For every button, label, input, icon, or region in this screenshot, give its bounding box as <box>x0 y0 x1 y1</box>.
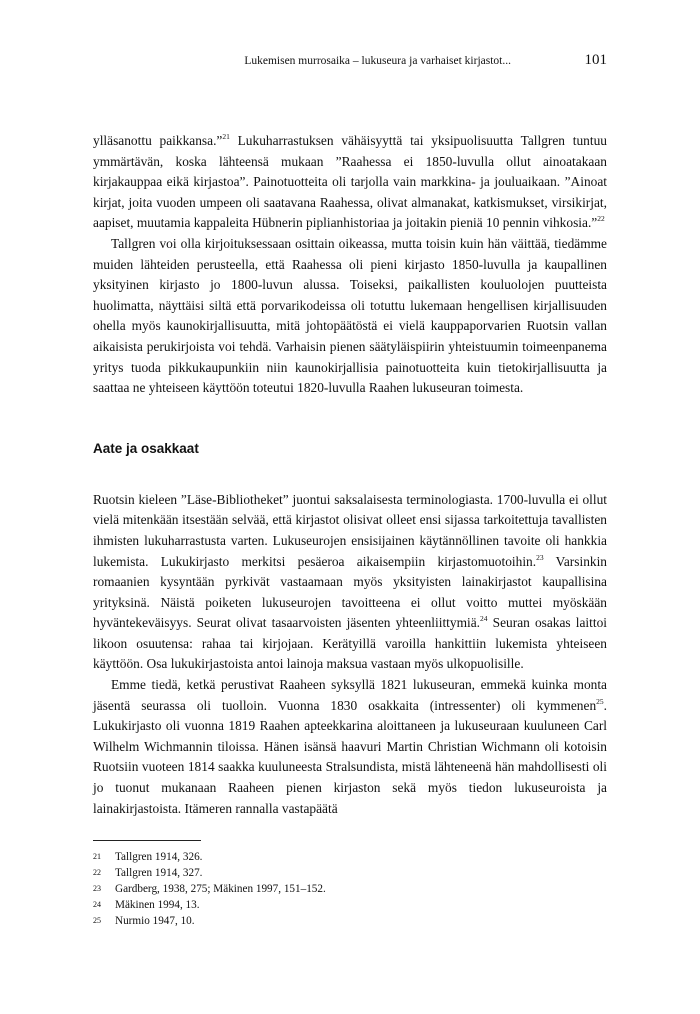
footnote-text: Mäkinen 1994, 13. <box>115 899 200 911</box>
text-run: ylläsanottu paikkansa.” <box>93 133 223 148</box>
footnote-number: 24 <box>93 900 101 909</box>
page-number: 101 <box>584 52 607 68</box>
footnote <box>93 865 607 881</box>
footnote-ref: 24 <box>480 614 488 624</box>
footnote-text: Gardberg, 1938, 275; Mäkinen 1997, 151–152. <box>115 883 326 895</box>
footnotes <box>93 849 607 929</box>
text-run: Lukuharrastuksen vähäisyyttä tai yksipuolisuutta Tallgren tuntuu ymmärtävän, koska lähteensä mukaan ”Raahessa ei 1850-luvulla ollut ainoatakaan kirjakauppaa eikä kirjastoa”. Painotuotteita oli tarjolla vain markkina- ja jouluaikaan. ”Ainoat kirjat, joita vuoden umpeen oli saatavana Raahessa, olivat almanakat, katkismukset, virsikirjat, aapiset, muutamia kappaleita Hübnerin piplianhistoriaa ja joitakin pieniä 10 pennin vihkosia.” <box>93 133 607 231</box>
body-text <box>93 131 607 819</box>
footnote-ref: 22 <box>597 214 605 224</box>
running-header <box>93 53 607 73</box>
running-title: Lukemisen murrosaika – lukuseura ja varhaiset kirjastot... <box>244 55 511 67</box>
footnote-number: 25 <box>93 916 101 925</box>
footnote-number: 22 <box>93 868 101 877</box>
text-run: Varsinkin romaanien kysyntään pyrkivät vastaamaan myös yksityisten lainakirjastot kaupallisina yrityksinä. Näistä poiketen lukuseurojen tavoitteena ei ollut voitto muttei myöskään hyväntekeväisyys. Seurat olivat tasaarvoisten jäsenten yhteenliittymiä. <box>93 553 608 631</box>
footnote-number: 23 <box>93 884 101 893</box>
footnote-number: 21 <box>93 852 101 861</box>
text-run: Emme tiedä, ketkä perustivat Raaheen syksyllä 1821 lukuseuran, emmekä kuinka monta jäsentä seurassa oli tuolloin. Vuonna 1830 osakkaita (intressenter) oli kymmenen <box>93 677 607 713</box>
footnote-ref: 21 <box>222 132 230 141</box>
footnote-text: Nurmio 1947, 10. <box>115 915 195 927</box>
paragraph <box>93 234 607 399</box>
text-run: Tallgren voi olla kirjoituksessaan osittain oikeassa, mutta toisin kuin hän väittää, tiedämme muiden lähteiden perusteella, että Raahessa oli pieni kirjasto 1850-luvulla ja kaupallinen yksityinen kirjasto jo 1800-luvun alussa. Toiseksi, paikallisten kouluolojen puutteista huolimatta, näyttäisi siltä että porvarikodeissa oli totuttu lukemaan hengellisen kirjallisuuden ohella myös kaunokirjallisuutta, mitä johtopäätöstä ei vielä kauppaporvarien Ruotsin vallan aikaisista perukirjoista voi tehdä. Varhaisin pienen säätyläispiirin yhteistuumin toimeenpanema yritys tuoda pikkukaupunkiin niin kaunokirjallisia painotuotteita kuin tietokirjallisuutta ja saattaa ne yhteiseen käyttöön toteutui 1820-luvulla Raahen lukuseuran toimesta. <box>93 235 607 396</box>
footnote-text: Tallgren 1914, 327. <box>115 867 203 879</box>
footnote <box>93 913 607 929</box>
footnote-ref: 23 <box>536 552 544 562</box>
paragraph <box>93 490 607 675</box>
footnote <box>93 881 607 897</box>
text-run: . Lukukirjasto oli vuonna 1819 Raahen apteekkarina aloittaneen ja lukuseuraan kuuluneen Carl Wilhelm Wichmannin tiloissa. Hänen isänsä haavuri Martin Christian Wichmann oli kotoisin Ruotsiin vuoteen 1814 saakka kuuluneesta Stralsundista, mistä lähteneenä hän mahdollisesti oli jo tuonut mukanaan Raaheen pienen kirjaston sekä myös tiedon lukuseuroista ja lainakirjastoista. Itämeren rannalla vastapäätä <box>93 697 607 816</box>
footnote <box>93 849 607 865</box>
footnote-text: Tallgren 1914, 326. <box>115 851 203 863</box>
section-heading: Aate ja osakkaat <box>93 440 199 456</box>
footnote-ref: 25 <box>596 696 604 706</box>
paragraph <box>93 131 607 234</box>
paragraph <box>93 675 607 819</box>
text-run: Seuran osakas laittoi likoon osuutensa: rahaa tai kirjojaan. Kerätyillä varoilla hankittiin lukemista yhteiseen käyttöön. Osa lukukirjastoista antoi lainoja maksua vastaan myös ulkopuolisille. <box>93 615 608 672</box>
text-run: Ruotsin kieleen ”Läse-Bibliotheket” juontui saksalaisesta terminologiasta. 1700-luvulla ei ollut vielä mitenkään itsestään selvää, että kirjastot olisivat olleet ensi sijassa tarkoitettuja tavallisten ihmisten lukuharrastusta varten. Lukuseurojen ensisijainen käytännöllinen tavoite oli hankkia lukemista. Lukukirjasto merkitsi pesäeroa aikaisempiin kirjastomuotoihin. <box>93 491 607 569</box>
footnote <box>93 897 607 913</box>
footnote-divider <box>93 840 201 841</box>
